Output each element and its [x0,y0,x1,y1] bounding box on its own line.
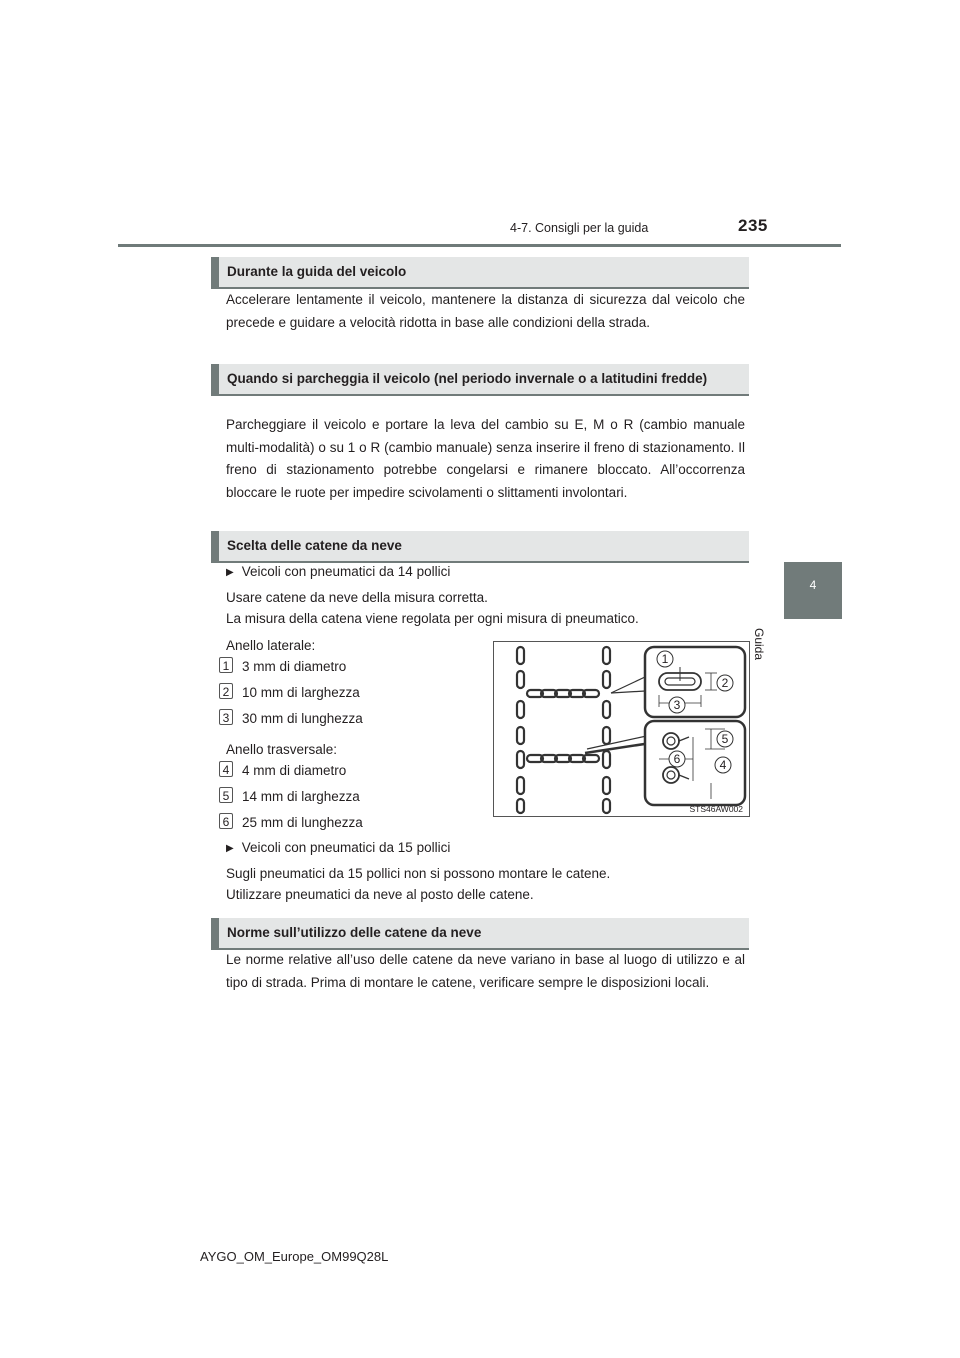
footer-doc-code: AYGO_OM_Europe_OM99Q28L [200,1249,389,1264]
callout-number-box: 4 [219,761,233,777]
side-ring-width: 10 mm di larghezza [242,685,360,700]
bullet-14-inch: ▶ Veicoli con pneumatici da 14 pollici [226,563,450,582]
page-number: 235 [738,216,768,235]
cross-ring-label: Anello trasversale: [226,742,338,757]
figure-callout-6: 6 [673,752,681,766]
section-title-parking: Quando si parcheggia il veicolo (nel periodo invernale o a latitudini fredde) [211,364,749,396]
cross-ring-length: 25 mm di lunghezza [242,815,363,830]
cross-ring-width: 14 mm di larghezza [242,789,360,804]
chapter-side-tab-number: 4 [809,578,817,592]
snow-chain-illustration [493,641,750,817]
triangle-bullet-icon: ▶ [226,567,234,578]
figure-callout-3: 3 [673,698,681,712]
callout-number-box: 2 [219,683,233,699]
callout-number-box: 1 [219,657,233,673]
side-ring-label: Anello laterale: [226,638,316,653]
text-line: La misura della catena viene regolata per ogni misura di pneumatico. [226,611,639,626]
text-line: Utilizzare pneumatici da neve al posto delle catene. [226,887,534,902]
text-line: Usare catene da neve della misura corretta. [226,590,488,605]
chapter-side-tab-label: Guida [752,628,766,661]
side-ring-diameter: 3 mm di diametro [242,659,347,674]
section-body-driving: Accelerare lentamente il veicolo, mantenere la distanza di sicurezza dal veicolo che precede e guidare a velocità ridotta in base alle condizioni della strada. [226,292,745,330]
text-line: Sugli pneumatici da 15 pollici non si possono montare le catene. [226,866,611,881]
figure-code: STS46AW002 [689,804,743,814]
cross-ring-diameter: 4 mm di diametro [242,763,347,778]
figure-callout-5: 5 [721,732,729,746]
figure-callout-2: 2 [721,676,729,690]
callout-number-box: 6 [219,813,233,829]
section-title-chain-rules: Norme sull’utilizzo delle catene da neve [211,918,749,950]
section-body-chain-rules: Le norme relative all’uso delle catene da neve variano in base al luogo di utilizzo e al tipo di strada. Prima di montare le catene, verificare sempre le disposizioni locali. [226,952,745,990]
side-ring-length: 30 mm di lunghezza [242,711,363,726]
section-body-parking: Parcheggiare il veicolo e portare la leva del cambio su E, M o R (cambio manuale multi-modalità) o su 1 o R (cambio manuale) senza inserire il freno di stazionamento. Il freno di stazionamento potrebbe congelarsi e rimanere bloccato. All’occorrenza bloccare le ruote per impedire scivolamenti o slittamenti involontari. [226,417,745,500]
figure-callout-4: 4 [719,758,727,772]
triangle-bullet-icon: ▶ [226,843,234,854]
figure-callout-1: 1 [661,652,669,666]
header-rule [118,244,841,247]
section-title-driving: Durante la guida del veicolo [211,257,749,289]
bullet-15-inch: ▶ Veicoli con pneumatici da 15 pollici [226,839,450,858]
section-title-snow-chains: Scelta delle catene da neve [211,531,749,563]
chapter-title: 4-7. Consigli per la guida [510,221,649,235]
callout-number-box: 3 [219,709,233,725]
snow-chain-figure [493,641,750,817]
callout-number-box: 5 [219,787,233,803]
